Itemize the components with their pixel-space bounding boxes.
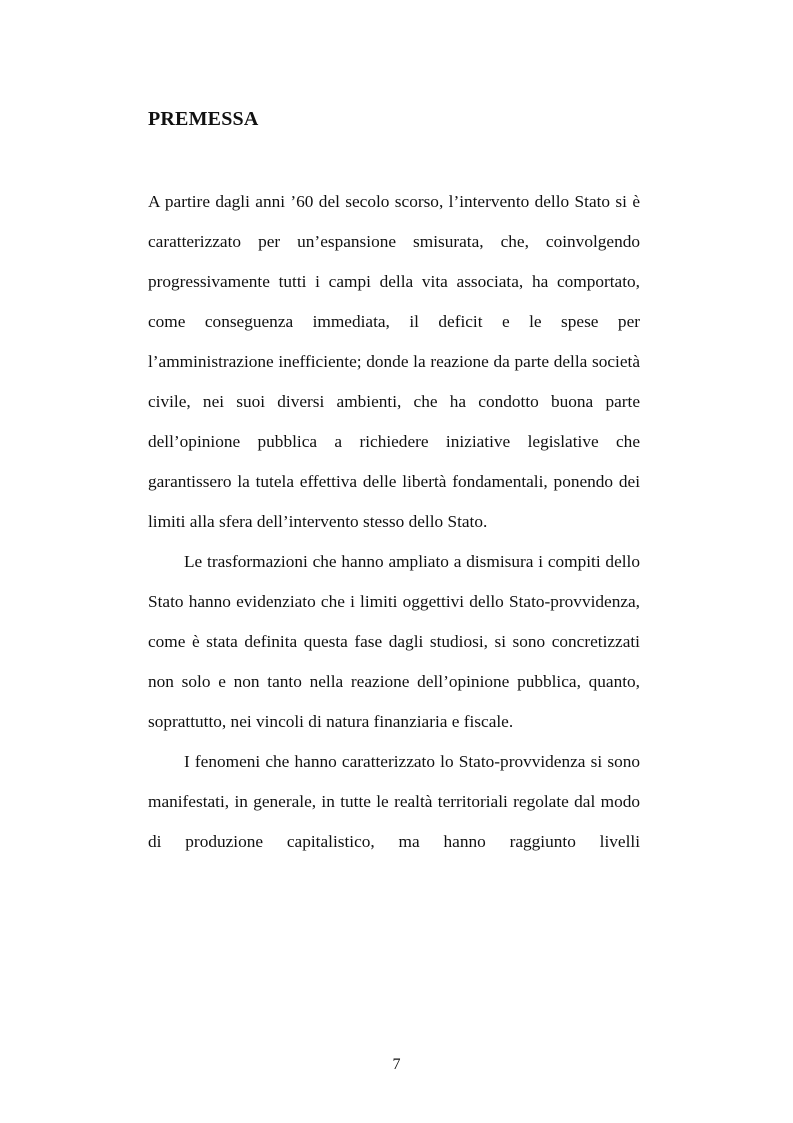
paragraph-1: A partire dagli anni ’60 del secolo scorso, l’intervento dello Stato si è caratterizzato per un’espansione smisurata, che, coinvolgendo progressivamente tutti i campi della vita associata, ha comportato, come conseguenza immediata, il deficit e le spese per l’amministrazione inefficiente; donde la reazione da parte della società civile, nei suoi diversi ambienti, che ha condotto buona parte dell’opinione pubblica a richiedere iniziative legislative che garantissero la tutela effettiva delle libertà fondamentali, ponendo dei limiti alla sfera dell’intervento stesso dello Stato.	[148, 192, 640, 531]
section-heading: PREMESSA	[148, 108, 259, 130]
body-text	[148, 182, 640, 862]
paragraph-3: I fenomeni che hanno caratterizzato lo Stato-provvidenza si sono manifestati, in generale, in tutte le realtà territoriali regolate dal modo di produzione capitalistico, ma hanno raggiunto livelli	[148, 752, 640, 851]
paragraph-2: Le trasformazioni che hanno ampliato a dismisura i compiti dello Stato hanno evidenziato che i limiti oggettivi dello Stato-provvidenza, come è stata definita questa fase dagli studiosi, si sono concretizzati non solo e non tanto nella reazione dell’opinione pubblica, quanto, soprattutto, nei vincoli di natura finanziaria e fiscale.	[148, 552, 640, 731]
page-number: 7	[392, 1056, 401, 1073]
